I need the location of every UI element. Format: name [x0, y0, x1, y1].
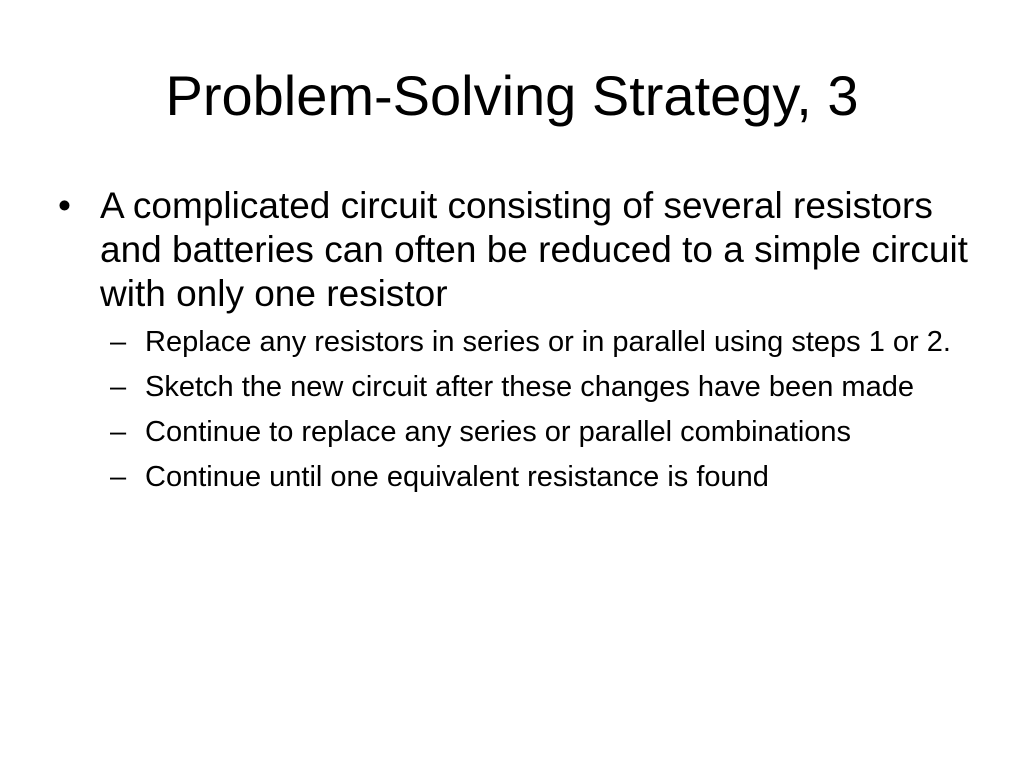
main-bullet-text: A complicated circuit consisting of several resistors and batteries can often be reduced to a simple circuit with only one resistor	[100, 185, 968, 314]
bullet-marker: •	[58, 185, 71, 226]
sub-bullet-text: Replace any resistors in series or in parallel using steps 1 or 2.	[145, 326, 951, 358]
sub-bullet-text: Continue until one equivalent resistance is found	[145, 461, 769, 493]
sub-bullet-text: Sketch the new circuit after these changes have been made	[145, 371, 914, 403]
sub-bullet-item	[110, 324, 978, 361]
sub-bullet-list	[110, 324, 978, 496]
dash-marker: –	[110, 326, 127, 358]
slide-content	[58, 184, 978, 504]
sub-bullet-item	[110, 369, 978, 406]
slide-title: Problem-Solving Strategy, 3	[165, 64, 859, 127]
dash-marker: –	[110, 371, 127, 403]
sub-bullet-item	[110, 414, 978, 451]
sub-bullet-item	[110, 459, 978, 496]
main-bullet	[58, 184, 978, 316]
dash-marker: –	[110, 416, 127, 448]
sub-bullet-text: Continue to replace any series or parallel combinations	[145, 416, 852, 448]
dash-marker: –	[110, 461, 127, 493]
